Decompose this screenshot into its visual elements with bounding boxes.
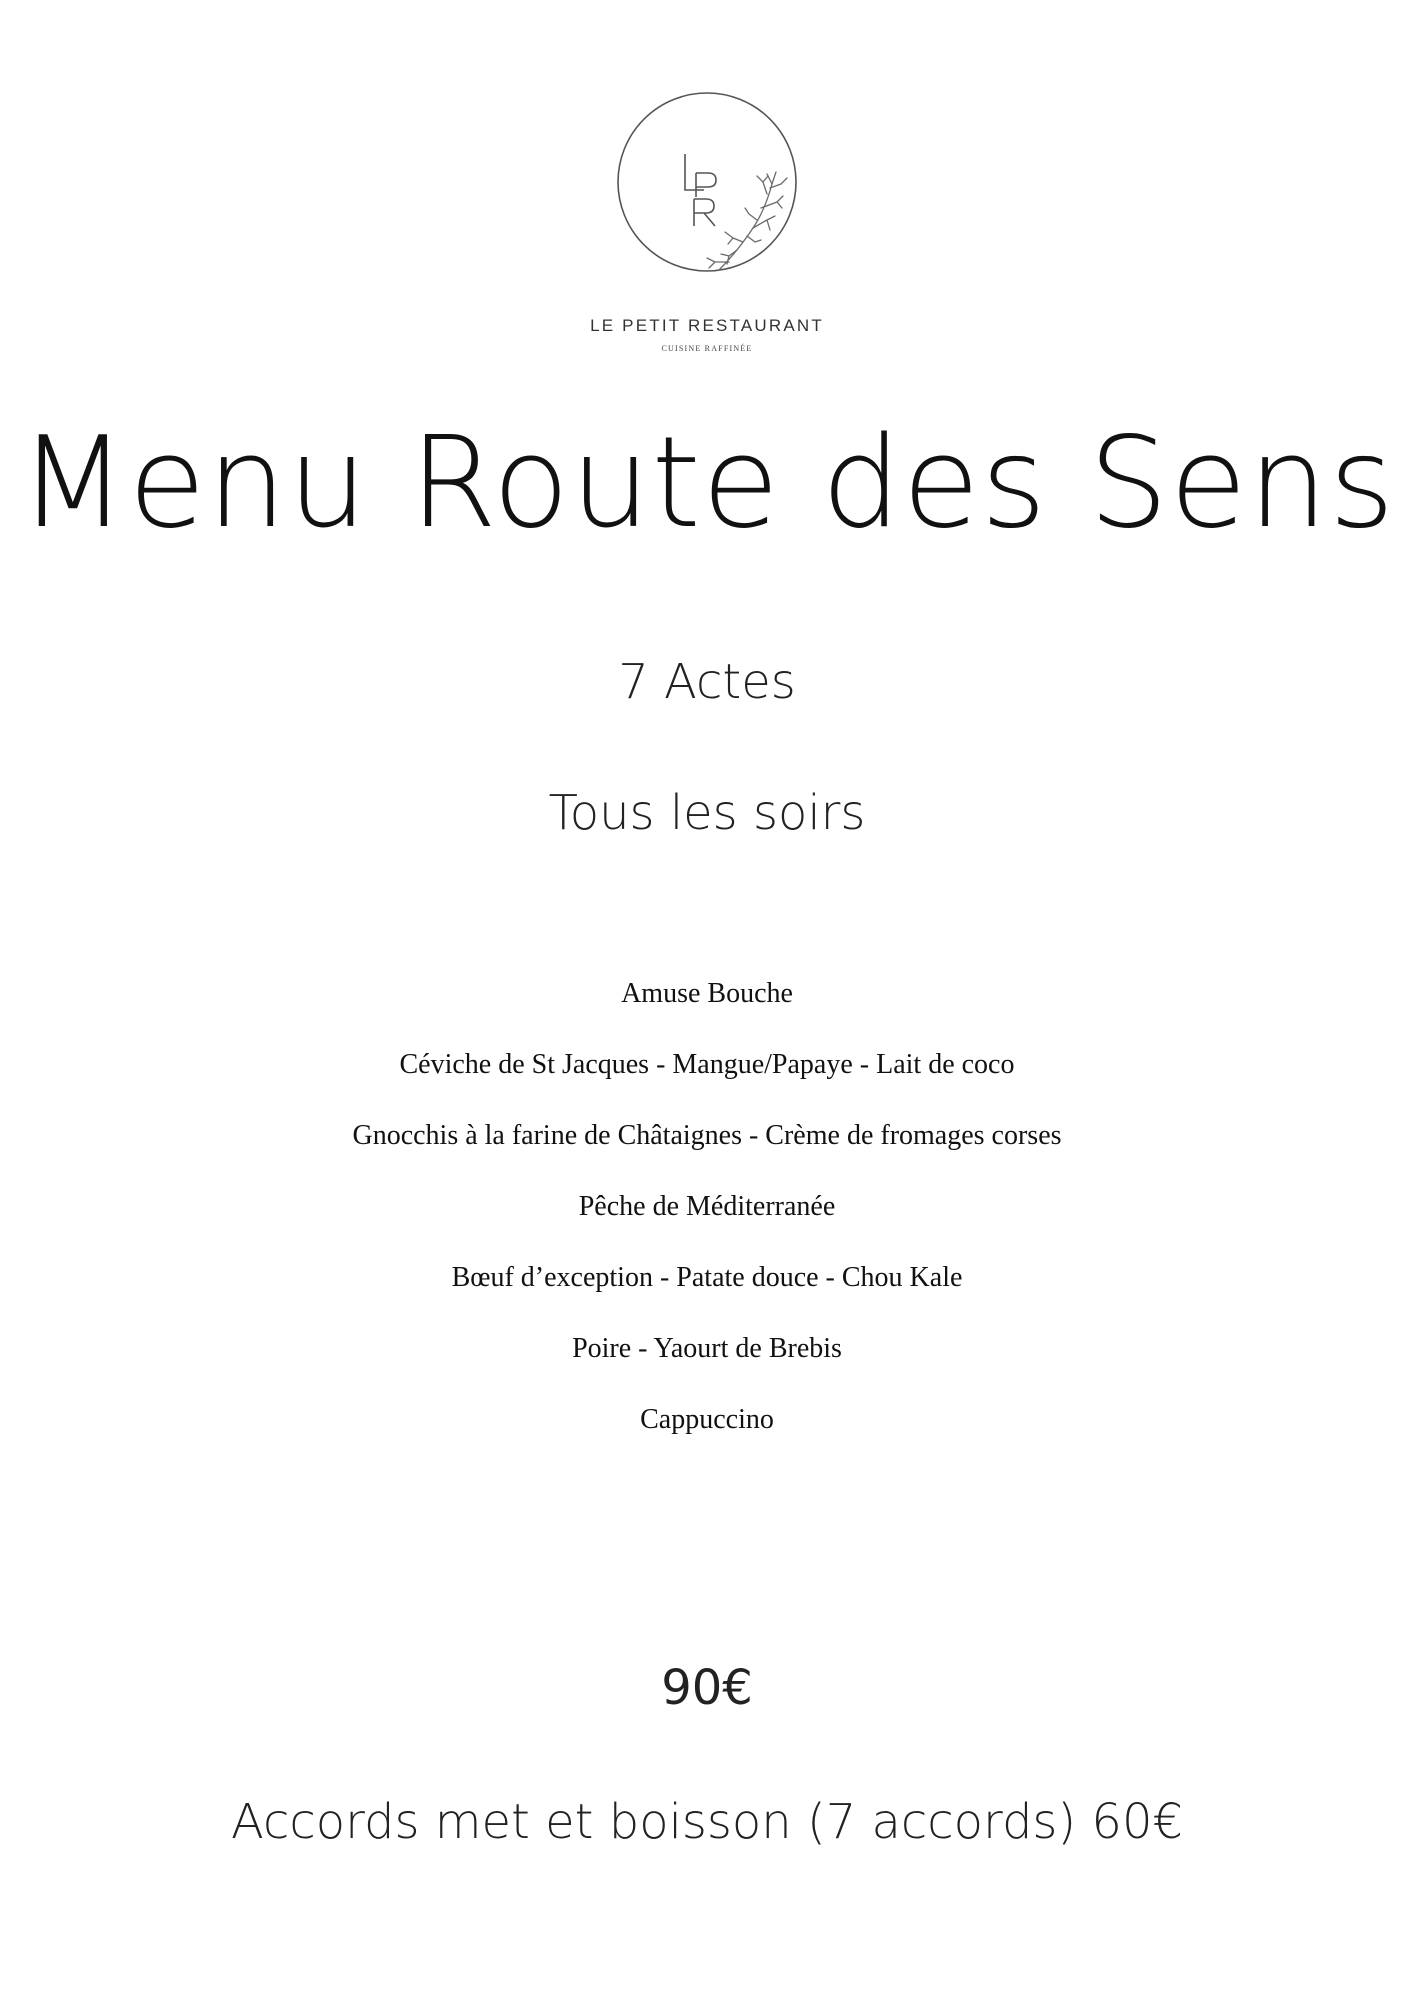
course-item: Pêche de Méditerranée — [578, 1191, 836, 1222]
course-list — [0, 976, 1414, 1473]
course-item: Poire - Yaourt de Brebis — [572, 1333, 842, 1364]
lpr-monogram-logo — [587, 92, 827, 292]
restaurant-logo — [587, 92, 827, 292]
menu-price: 90€ — [661, 1660, 753, 1716]
wine-pairing-price: Accords met et boisson (7 accords) 60€ — [230, 1794, 1184, 1850]
course-item: Amuse Bouche — [621, 978, 793, 1009]
menu-title: Menu Route des Sens — [18, 409, 1396, 556]
restaurant-tagline: CUISINE RAFFINÉE — [661, 344, 753, 353]
course-item: Bœuf d’exception - Patate douce - Chou Kale — [451, 1262, 963, 1293]
coral-branch-icon — [707, 172, 787, 270]
course-item: Gnocchis à la farine de Châtaignes - Crème de fromages corses — [352, 1120, 1062, 1151]
menu-acts-count: 7 Actes — [618, 654, 796, 710]
course-item: Cappuccino — [640, 1404, 774, 1435]
restaurant-name: LE PETIT RESTAURANT — [590, 316, 824, 335]
course-item: Céviche de St Jacques - Mangue/Papaye - Lait de coco — [399, 1049, 1015, 1080]
menu-availability: Tous les soirs — [548, 785, 866, 841]
